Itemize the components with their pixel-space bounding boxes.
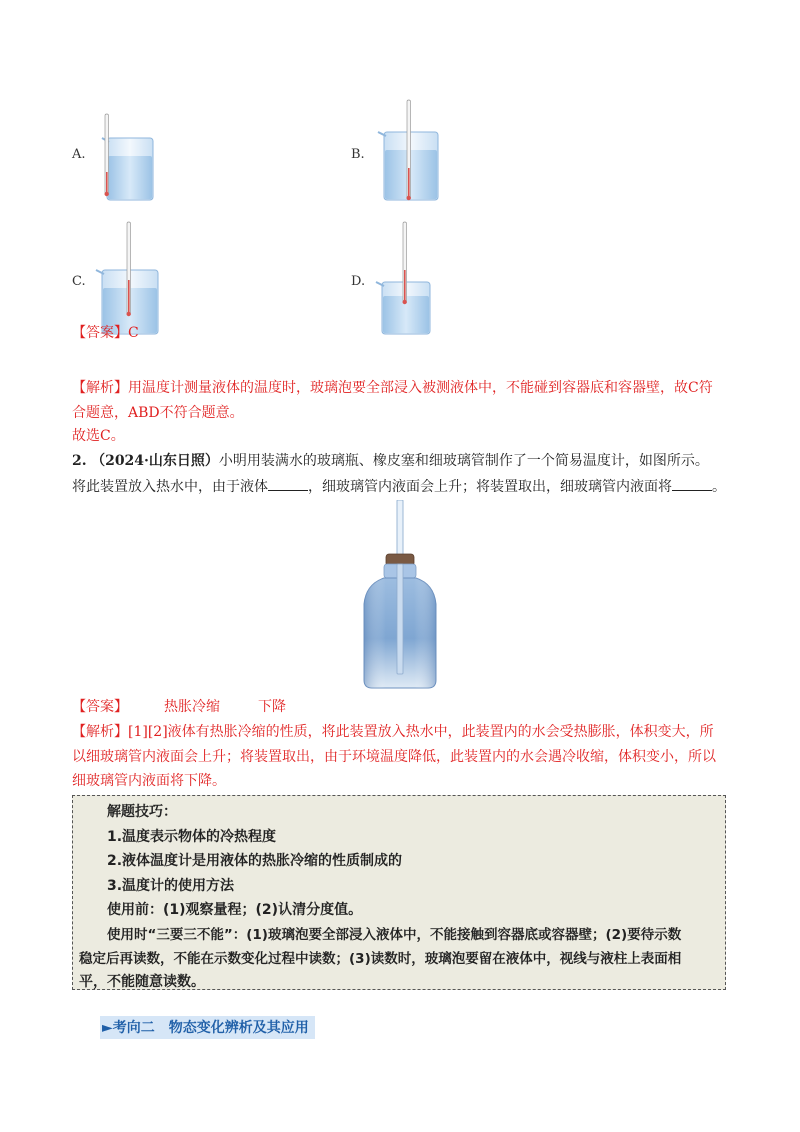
tips-line2: 2.液体温度计是用液体的热胀冷缩的性质制成的: [107, 853, 403, 869]
q2-answer-1: 热胀冷缩: [164, 699, 220, 715]
q2-blank-1: [268, 476, 308, 491]
option-a-label: A.: [72, 147, 86, 162]
q2-source: （2024·山东日照）: [91, 453, 219, 469]
tips-box: [72, 795, 726, 990]
q1-analysis-line2: 合题意，ABD不符合题意。: [72, 405, 244, 421]
q1-analysis-line1: [72, 378, 713, 398]
q2-stem-text2b: ，细玻璃管内液面会上升；将装置取出，细玻璃管内液面将: [308, 479, 672, 495]
beaker-d-illustration: [372, 220, 436, 338]
bottle-thermometer-illustration: [360, 500, 440, 692]
q2-analysis-line1: [72, 722, 714, 742]
tips-line4: 使用前：(1)观察量程；(2)认清分度值。: [107, 902, 363, 918]
q1-conclusion: 故选C。: [72, 428, 125, 444]
section-heading: [100, 1016, 315, 1039]
tips-title: 解题技巧：: [107, 804, 177, 820]
q2-stem-line1: [72, 451, 709, 471]
option-c-label: C.: [72, 274, 86, 289]
q1-answer-label: 【答案】: [72, 325, 128, 341]
tips-line3: 3.温度计的使用方法: [107, 878, 235, 894]
q2-answer-2: 下降: [258, 699, 286, 715]
q2-answer-label: 【答案】: [72, 699, 128, 715]
option-b-label: B.: [351, 147, 365, 162]
q2-stem-line2: [72, 476, 726, 497]
q1-answer-line: [72, 323, 139, 343]
beaker-a-illustration: [95, 112, 160, 204]
tips-line6: 稳定后再读数，不能在示数变化过程中读数；(3)读数时，玻璃泡要留在液体中，视线与液柱上表面相: [79, 951, 682, 967]
tips-line1: 1.温度表示物体的冷热程度: [107, 829, 277, 845]
option-d-label: D.: [351, 274, 366, 289]
beaker-c-illustration: [92, 220, 162, 338]
q2-analysis-line3: 细玻璃管内液面将下降。: [72, 773, 226, 789]
q1-analysis-text1: 用温度计测量液体的温度时，玻璃泡要全部浸入被测液体中，不能碰到容器底和容器壁，故C符: [128, 380, 713, 396]
q2-analysis-text1: [1][2]液体有热胀冷缩的性质，将此装置放入热水中，此装置内的水会受热膨胀，体积变大，所: [128, 724, 714, 740]
q2-analysis-label: 【解析】: [72, 724, 128, 740]
q2-stem-text2c: 。: [712, 479, 726, 495]
tips-line7: 平，不能随意读数。: [79, 974, 205, 990]
section-title: 考向二 物态变化辨析及其应用: [112, 1020, 309, 1036]
q2-number: 2.: [72, 453, 87, 469]
beaker-b-illustration: [372, 98, 444, 204]
tips-line5: 使用时“三要三不能”：(1)玻璃泡要全部浸入液体中，不能接触到容器底或容器壁；(2)要待示数: [107, 927, 682, 943]
q1-analysis-label: 【解析】: [72, 380, 128, 396]
q2-answer-line: [72, 697, 128, 717]
q2-stem-text1: 小明用装满水的玻璃瓶、橡皮塞和细玻璃管制作了一个简易温度计，如图所示。: [218, 453, 709, 469]
q1-answer-value: C: [128, 325, 139, 341]
q2-analysis-line2: 以细玻璃管内液面会上升；将装置取出，由于环境温度降低，此装置内的水会遇冷收缩，体积变小，所以: [72, 749, 716, 765]
section-marker-icon: ►: [102, 1020, 113, 1036]
q2-blank-2: [672, 476, 712, 491]
q2-stem-text2a: 将此装置放入热水中，由于液体: [72, 479, 268, 495]
